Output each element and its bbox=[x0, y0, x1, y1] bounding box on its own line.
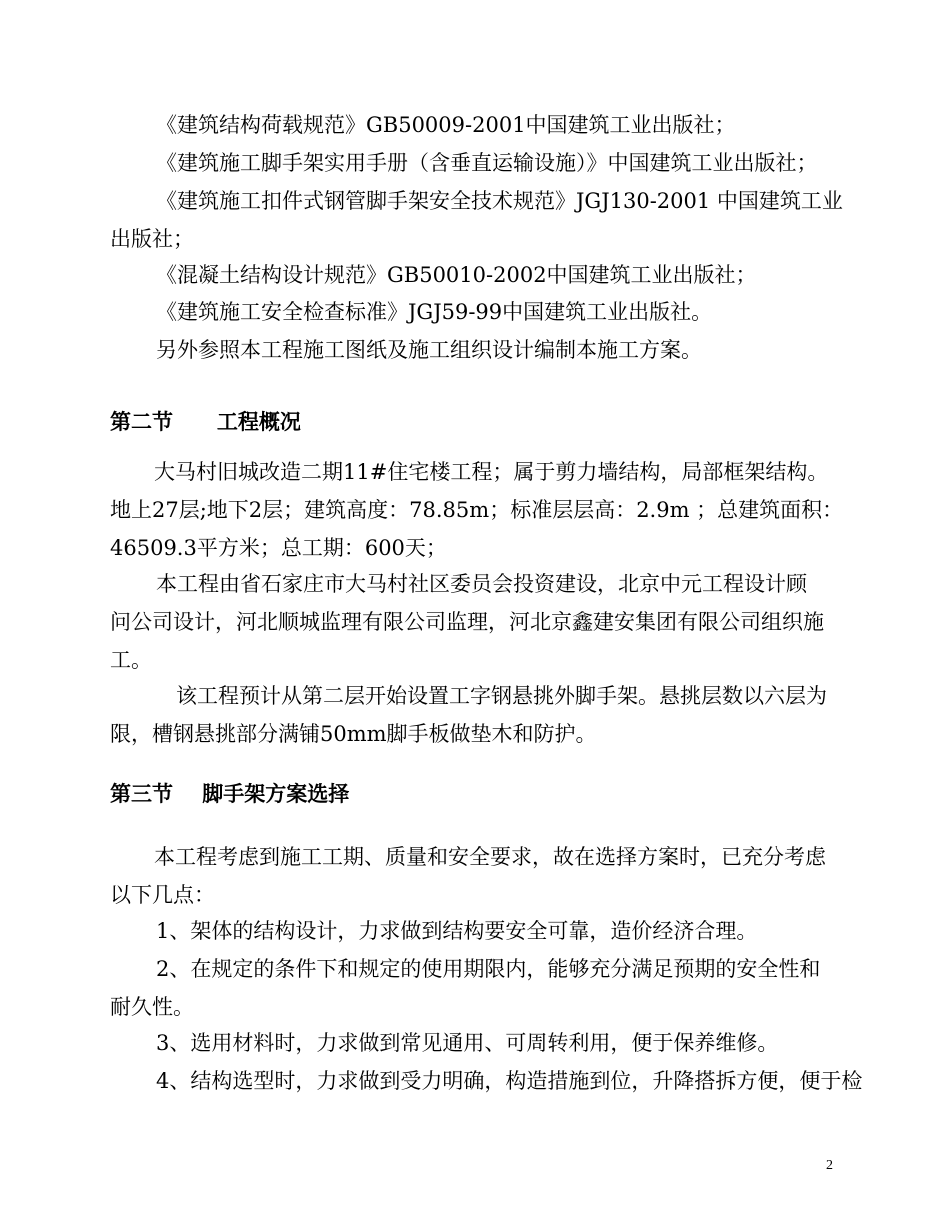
paragraph: 大马村旧城改造二期11#住宅楼工程；属于剪力墙结构，局部框架结构。 地上27层;地下2层；建筑高度：78.85m；标准层层高：2.9m ；总建筑面积： 46509.3平方米；总工期：600天； bbox=[110, 460, 844, 560]
section-heading: 第三节 脚手架方案选择 bbox=[110, 782, 350, 806]
reference-item: 《混凝土结构设计规范》GB50010-2002中国建筑工业出版社； bbox=[156, 263, 757, 287]
section-heading: 第二节 工程概况 bbox=[110, 410, 301, 434]
paragraph: 该工程预计从第二层开始设置工字钢悬挑外脚手架。悬挑层数以六层为 限，槽钢悬挑部分满铺50mm脚手板做垫木和防护。 bbox=[110, 684, 827, 746]
reference-item: 《建筑施工扣件式钢管脚手架安全技术规范》JGJ130-2001 中国建筑工业 出版社； bbox=[110, 189, 843, 251]
reference-note: 另外参照本工程施工图纸及施工组织设计编制本施工方案。 bbox=[156, 338, 702, 362]
list-item: 3、选用材料时，力求做到常见通用、可周转利用，便于保养维修。 bbox=[156, 1031, 779, 1055]
list-item: 1、架体的结构设计，力求做到结构要安全可靠，造价经济合理。 bbox=[156, 919, 758, 943]
page-number: 2 bbox=[826, 1158, 833, 1173]
paragraph: 本工程由省石家庄市大马村社区委员会投资建设，北京中元工程设计顾 问公司设计，河北顺城监理有限公司监理，河北京鑫建安集团有限公司组织施 工。 bbox=[110, 572, 824, 672]
paragraph: 本工程考虑到施工工期、质量和安全要求，故在选择方案时，已充分考虑 以下几点： bbox=[110, 845, 826, 907]
reference-item: 《建筑施工安全检查标准》JGJ59-99中国建筑工业出版社。 bbox=[156, 300, 713, 324]
list-item: 4、结构选型时，力求做到受力明确，构造措施到位，升降搭拆方便，便于检 bbox=[156, 1069, 863, 1093]
reference-item: 《建筑施工脚手架实用手册（含垂直运输设施）》中国建筑工业出版社； bbox=[156, 151, 818, 175]
list-item: 2、在规定的条件下和规定的使用期限内，能够充分满足预期的安全性和 耐久性。 bbox=[110, 957, 821, 1019]
reference-item: 《建筑结构荷载规范》GB50009-2001中国建筑工业出版社； bbox=[156, 113, 736, 137]
